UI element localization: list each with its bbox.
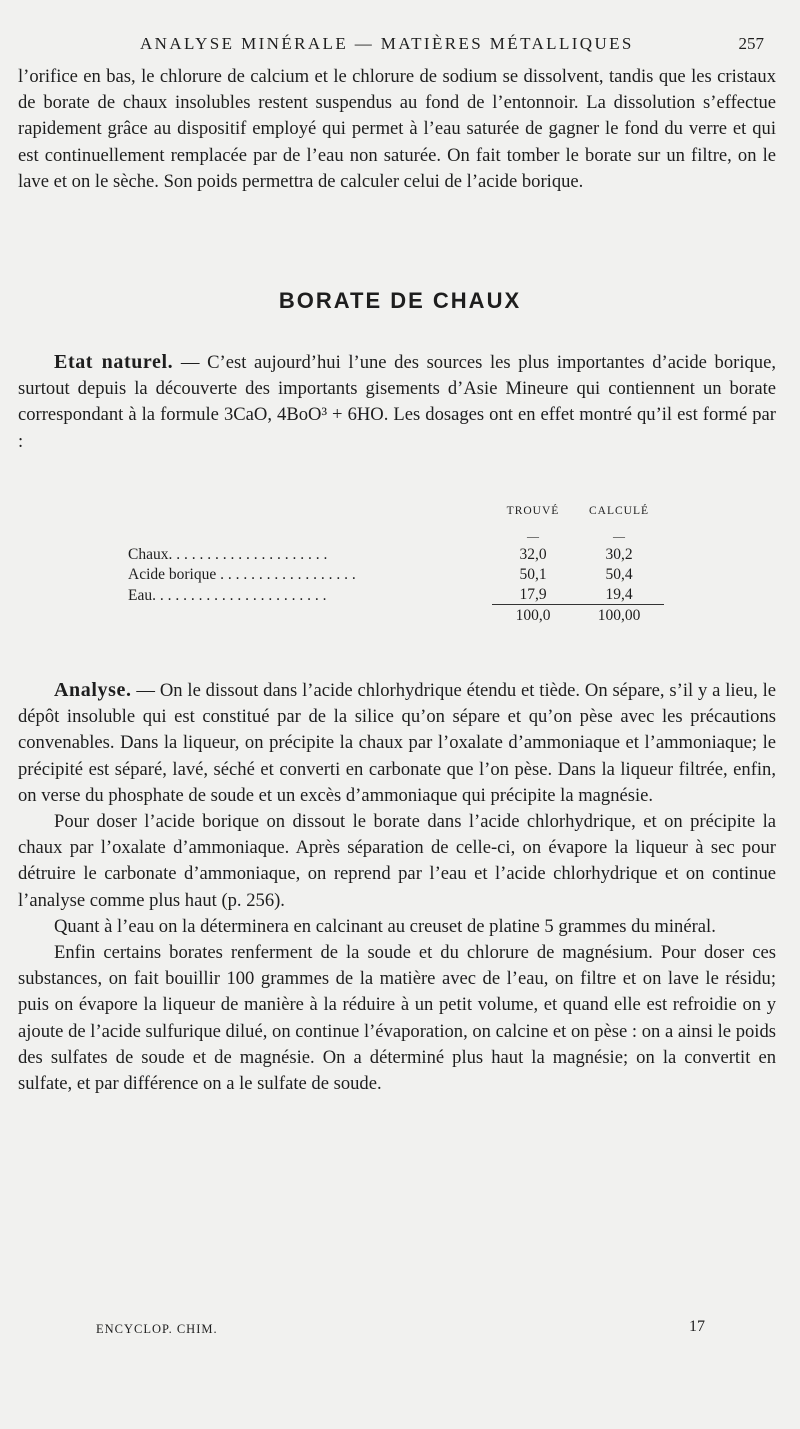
soude-paragraph: Enfin certains borates renferment de la soude et du chlorure de magnésium. Pour doser ces substances, on fait bouillir 100 grammes de la matière avec de l’eau, on filtre et on lave le résidu; puis on évapore la liqueur de manière à la réduire à un petit volume, et quand elle est refroidie on y ajoute de l’acide sulfurique dilué, on continue l’évaporation, on calcine et on pèse : on a ainsi le poids des sulfates de soude et de magnésie. On a déterminé plus haut la magnésie; on la convertit en sulfate, et par différence on a le sulfate de soude. [18, 942, 776, 1095]
total-calc-value: 100,00 [574, 605, 664, 626]
intro-paragraph-block [18, 64, 776, 195]
page-footer [0, 1318, 800, 1342]
row-found-value: 17,9 [519, 586, 547, 603]
table-dash-row [128, 524, 664, 544]
analyse-block [18, 677, 776, 1097]
etat-naturel-heading: Etat naturel. [54, 351, 174, 373]
etat-naturel-block [18, 349, 776, 455]
row-label: Chaux. . . . . . . . . . . . . . . . . . . . . [128, 546, 328, 563]
formula-part-1: 3CaO, [223, 404, 272, 426]
acide-borique-paragraph: Pour doser l’acide borique on dissout le borate dans l’acide chlorhydrique, et on précipite la chaux par l’oxalate d’ammoniaque. Après séparation de celle-ci, on évapore la liqueur à sec pour détruire le carbonate d’ammoniaque, on reprend par l’eau et l’acide chlorhydrique et on continue l’analyse comme plus haut (p. 256). [18, 811, 776, 911]
row-found-value: 50,1 [519, 566, 547, 583]
analyse-heading: Analyse. [54, 679, 132, 701]
sheet-number: 17 [689, 1318, 705, 1335]
composition-table [128, 500, 664, 625]
header-trouve: TROUVÉ [506, 505, 560, 517]
running-title: ANALYSE MINÉRALE — MATIÈRES MÉTALLIQUES [140, 34, 634, 53]
row-label: Eau. . . . . . . . . . . . . . . . . . . . . . . [128, 586, 327, 604]
footer-signature: ENCYCLOP. CHIM. [96, 1322, 218, 1336]
intro-paragraph: l’orifice en bas, le chlorure de calcium et le chlorure de sodium se dissolvent, tandis que les cristaux de borate de chaux insolubles restent suspendus au fond de l’entonnoir. La dissolution s’effectue rapidement grâce au dispositif employé qui permet à l’eau saturée de gagner le fond du verre et qui est continuellement remplacée par de l’eau non saturée. On fait tomber le borate sur un filtre, on le lave et on le sèche. Son poids permettra de calculer celui de l’acide borique. [18, 66, 776, 192]
dash-calcule: — [613, 529, 625, 543]
etat-naturel-paragraph [18, 349, 776, 455]
etat-naturel-text-1: — C’est aujourd’hui l’une des sources les plus importantes d’acide borique, surtout depuis la découverte des importants gisements d’Asie Mineure qui contiennent un borate correspondant à la formule [18, 352, 776, 426]
table-header-row [128, 500, 664, 524]
dash-trouve: — [527, 529, 539, 543]
analyse-text: — On le dissout dans l’acide chlorhydrique étendu et tiède. On sépare, s’il y a lieu, le dépôt insoluble qui est constitué par de la silice qu’on sépare et qu’on pèse avec les précautions convenables. Dans la liqueur, on précipite la chaux par l’oxalate d’ammoniaque et l’ammoniaque; le précipité est séparé, lavé, séché et converti en carbonate que l’on pèse. Dans la liqueur filtrée, enfin, on verse du phosphate de soude et un excès d’ammoniaque qui précipite la magnésie. [18, 680, 776, 806]
etat-naturel-text-2: Les dosages ont en effet montré qu’il est formé par : [18, 404, 776, 452]
row-calc-value: 50,4 [605, 566, 633, 583]
formula-part-2: 4BoO³ + 6HO. [277, 404, 389, 426]
table-total-row [128, 605, 664, 626]
table-row [128, 584, 664, 605]
eau-paragraph: Quant à l’eau on la déterminera en calcinant au creuset de platine 5 grammes du minéral. [54, 915, 716, 937]
header-calcule: CALCULÉ [588, 505, 650, 517]
row-label: Acide borique . . . . . . . . . . . . . . . . . . [128, 566, 356, 583]
row-found-value: 32,0 [519, 546, 547, 563]
row-calc-value: 19,4 [605, 586, 633, 603]
running-header [0, 34, 800, 56]
row-calc-value: 30,2 [605, 546, 633, 563]
table-row [128, 544, 664, 564]
total-found-value: 100,0 [492, 605, 574, 626]
section-title: BORATE DE CHAUX [278, 288, 522, 313]
page-number: 257 [738, 34, 764, 53]
table-row [128, 564, 664, 584]
analyse-paragraph [18, 677, 776, 809]
